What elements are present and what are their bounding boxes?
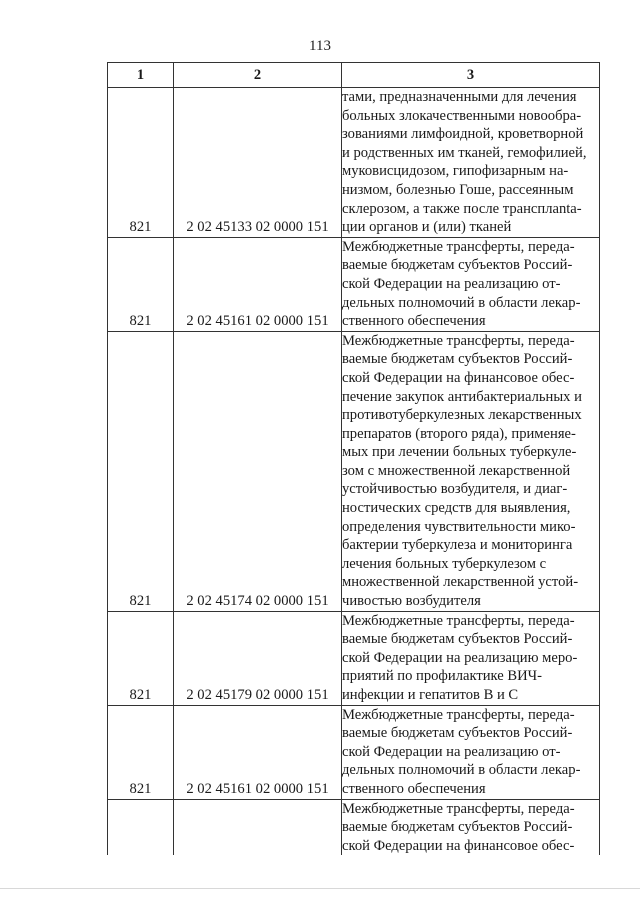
description-line: ваемые бюджетам субъектов Россий-: [342, 257, 573, 274]
cell-description: [342, 611, 600, 705]
description-line: ностических средств для выявления,: [342, 500, 571, 517]
description-line: ственного обеспечения: [342, 780, 486, 797]
description-line: больных злокачественными новообра-: [342, 107, 582, 124]
description-line: препаратов (второго ряда), применяе-: [342, 425, 576, 442]
description-line: печение закупок антибактериальных и: [342, 388, 582, 405]
page-bottom-edge: [0, 888, 640, 889]
description-line: устойчивостью возбудителя, и диаг-: [342, 481, 568, 498]
description-line: Межбюджетные трансферты, переда-: [342, 612, 575, 629]
description-line: Межбюджетные трансферты, переда-: [342, 800, 575, 817]
description-line: множественной лекарственной устой-: [342, 574, 579, 591]
description-line: ской Федерации на финансовое обес-: [342, 369, 575, 386]
cell-budget-code: 2 02 45133 02 0000 151: [174, 88, 342, 238]
description-line: Межбюджетные трансферты, переда-: [342, 332, 575, 349]
cell-description: [342, 331, 600, 611]
page-number: 113: [309, 38, 331, 54]
table-body: [108, 88, 600, 856]
cell-description: [342, 705, 600, 799]
description-line: ской Федерации на финансовое обес-: [342, 837, 575, 854]
cell-description: [342, 237, 600, 331]
cell-admin-code: 821: [108, 705, 174, 799]
description-line: ской Федерации на реализацию от-: [342, 275, 561, 292]
description-line: ваемые бюджетам субъектов Россий-: [342, 631, 573, 648]
table-row: [108, 799, 600, 855]
budget-table: [107, 62, 600, 855]
table-row: [108, 88, 600, 238]
cell-budget-code: 2 02 45179 02 0000 151: [174, 611, 342, 705]
description-line: противотуберкулезных лекарственных: [342, 407, 582, 424]
description-line: дельных полномочий в области лекар-: [342, 762, 581, 779]
cell-description: [342, 88, 600, 238]
description-line: дельных полномочий в области лекар-: [342, 294, 581, 311]
description-line: чивостью возбудителя: [342, 593, 481, 610]
description-line: ваемые бюджетам субъектов Россий-: [342, 725, 573, 742]
description-line: зом с множественной лекарственной: [342, 462, 571, 479]
cell-budget-code: 2 02 45174 02 0000 151: [174, 331, 342, 611]
description-line: ской Федерации на реализацию меро-: [342, 649, 578, 666]
description-line: склерозом, а также после трансплanta-: [342, 200, 582, 217]
description-line: ской Федерации на реализацию от-: [342, 743, 561, 760]
description-line: зованиями лимфоидной, кроветворной: [342, 126, 584, 143]
description-line: ваемые бюджетам субъектов Россий-: [342, 351, 573, 368]
description-line: муковисцидозом, гипофизарным на-: [342, 163, 569, 180]
cell-admin-code: 821: [108, 611, 174, 705]
description-line: Межбюджетные трансферты, переда-: [342, 238, 575, 255]
cell-budget-code: 2 02 45161 02 0000 151: [174, 705, 342, 799]
column-header-3: 3: [342, 63, 600, 88]
cell-budget-code: [174, 799, 342, 855]
cell-admin-code: 821: [108, 331, 174, 611]
table-row: [108, 611, 600, 705]
description-line: Межбюджетные трансферты, переда-: [342, 706, 575, 723]
cell-description: [342, 799, 600, 855]
table-row: [108, 237, 600, 331]
table-row: [108, 705, 600, 799]
cell-admin-code: 821: [108, 237, 174, 331]
description-line: мых при лечении больных туберкуле-: [342, 444, 577, 461]
description-line: инфекции и гепатитов В и С: [342, 687, 519, 703]
table-header-row: [108, 63, 600, 88]
table-row: [108, 331, 600, 611]
cell-admin-code: [108, 799, 174, 855]
description-line: определения чувствительности мико-: [342, 518, 576, 535]
description-line: бактерии туберкулеза и мониторинга: [342, 537, 573, 554]
description-line: и родственных им тканей, гемофилией,: [342, 144, 587, 161]
column-header-2: 2: [174, 63, 342, 88]
column-header-1: 1: [108, 63, 174, 88]
description-line: ции органов и (или) тканей: [342, 219, 512, 236]
cell-admin-code: 821: [108, 88, 174, 238]
description-line: приятий по профилактике ВИЧ-: [342, 668, 543, 685]
description-line: ваемые бюджетам субъектов Россий-: [342, 819, 573, 836]
description-line: низмом, болезнью Гоше, рассеянным: [342, 181, 574, 198]
description-line: ственного обеспечения: [342, 313, 486, 330]
description-line: лечения больных туберкулезом с: [342, 555, 547, 572]
description-line: тами, предназначенными для лечения: [342, 89, 577, 105]
cell-budget-code: 2 02 45161 02 0000 151: [174, 237, 342, 331]
